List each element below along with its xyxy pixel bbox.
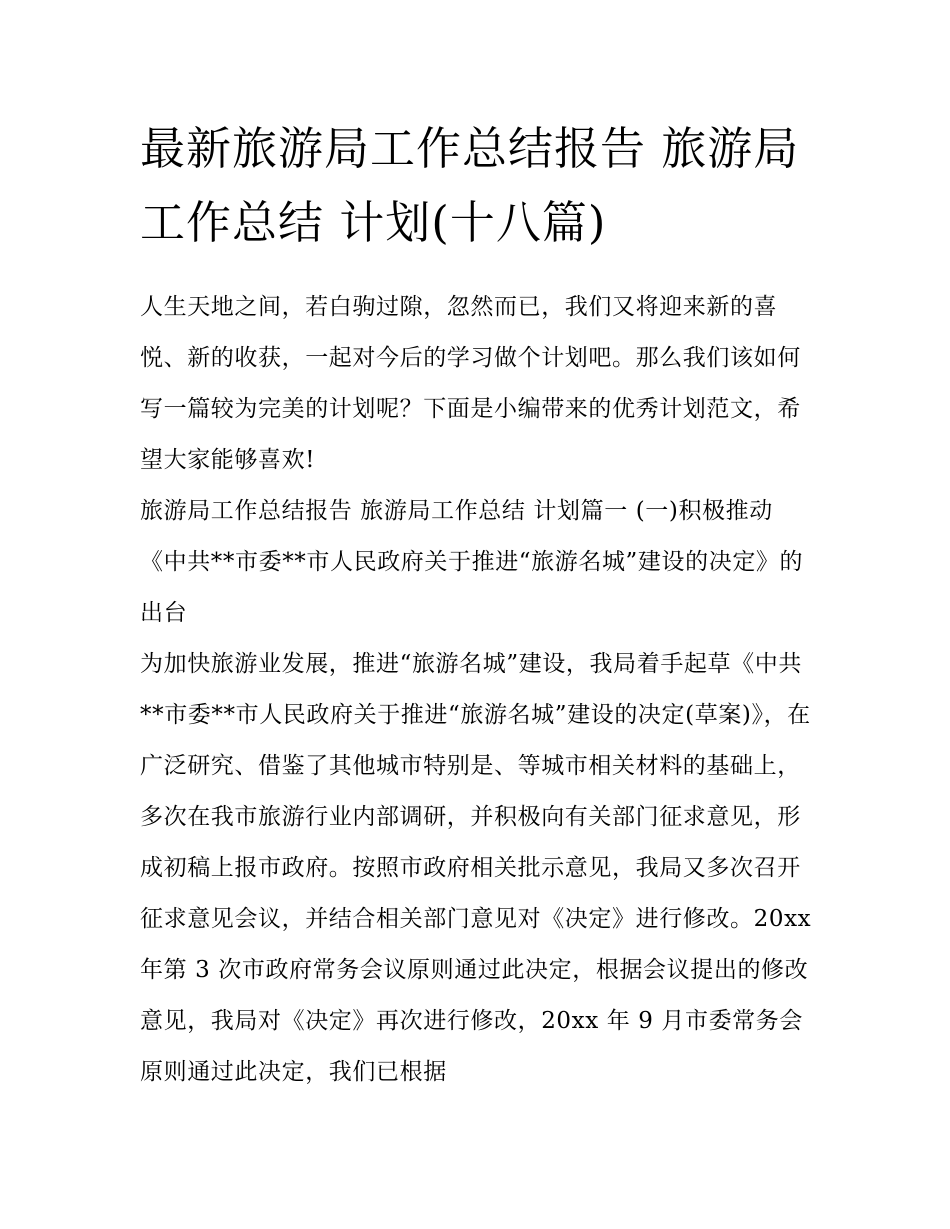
paragraph-section-heading: 旅游局工作总结报告 旅游局工作总结 计划篇一 (一)积极推动《中共**市委**市人民政府关于推进“旅游名城”建设的决定》的出台 — [140, 498, 804, 626]
paragraph-body: 为加快旅游业发展，推进“旅游名城”建设，我局着手起草《中共**市委**市人民政府关于推进“旅游名城”建设的决定(草案)》，在广泛研究、借鉴了其他城市特别是、等城市相关材料的基础上，多次在我市旅游行业内部调研，并积极向有关部门征求意见，形成初稿上报市政府。按照市政府相关批示意见，我局又多次召开征求意见会议，并结合相关部门意见对《决定》进行修改。20xx 年第 3 次市政府常务会议原则通过此决定，根据会议提出的修改意见，我局对《决定》再次进行修改，20xx 年 9 月市委常务会原则通过此决定，我们已根据 — [140, 651, 812, 1085]
paragraph-intro: 人生天地之间，若白驹过隙，忽然而已，我们又将迎来新的喜悦、新的收获，一起对今后的学习做个计划吧。那么我们该如何写一篇较为完美的计划呢？下面是小编带来的优秀计划范文，希望大家能够喜欢! — [140, 294, 801, 473]
document-page — [140, 112, 820, 1098]
document-title: 最新旅游局工作总结报告 旅游局工作总结 计划(十八篇) — [140, 122, 800, 249]
